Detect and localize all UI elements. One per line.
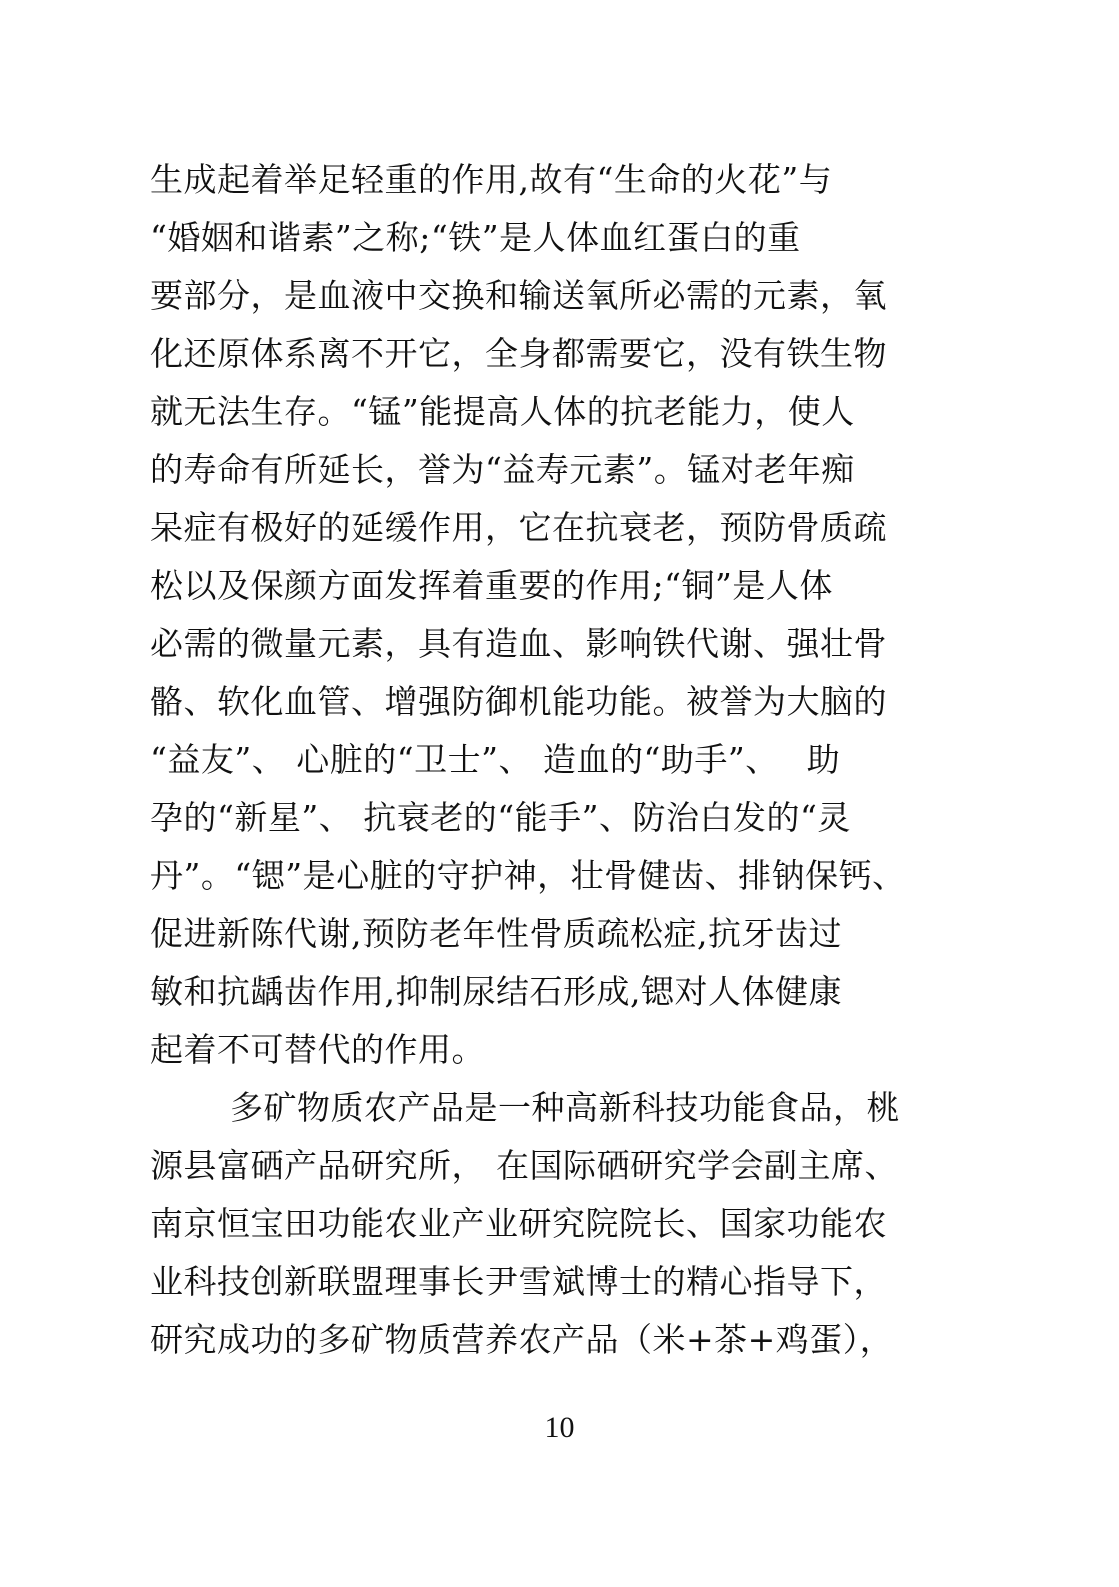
text-line: 起着不可替代的作用。 — [150, 1030, 485, 1069]
text-line: 必需的微量元素，具有造血、影响铁代谢、强壮骨 — [150, 624, 887, 663]
text-line: 要部分，是血液中交换和输送氧所必需的元素，氧 — [150, 276, 887, 315]
text-line: 的寿命有所延长，誉为“益寿元素”。锰对老年痴 — [150, 450, 855, 489]
text-line: 南京恒宝田功能农业产业研究院院长、国家功能农 — [150, 1204, 887, 1243]
text-line: 生成起着举足轻重的作用,故有“生命的火花”与 — [150, 160, 833, 199]
text-line: 研究成功的多矿物质营养农产品（米+茶+鸡蛋）， — [150, 1320, 894, 1359]
text-line: 敏和抗龋齿作用,抑制尿结石形成,锶对人体健康 — [150, 972, 842, 1011]
text-line: 就无法生存。“锰”能提高人体的抗老能力，使人 — [150, 392, 855, 431]
text-line: 促进新陈代谢,预防老年性骨质疏松症,抗牙齿过 — [150, 914, 842, 953]
body-text — [150, 151, 960, 1369]
text-line: 松以及保颜方面发挥着重要的作用;“铜”是人体 — [150, 566, 833, 605]
text-line: 业科技创新联盟理事长尹雪斌博士的精心指导下， — [150, 1262, 887, 1301]
page-number: 10 — [544, 1411, 575, 1444]
text-line: “婚姻和谐素”之称;“铁”是人体血红蛋白的重 — [150, 218, 801, 257]
text-line: 丹”。“锶”是心脏的守护神，壮骨健齿、排钠保钙、 — [150, 856, 906, 895]
text-line: 孕的“新星”、 抗衰老的“能手”、防治白发的“灵 — [150, 798, 851, 837]
text-line: 呆症有极好的延缓作用，它在抗衰老，预防骨质疏 — [150, 508, 887, 547]
text-line: 化还原体系离不开它，全身都需要它，没有铁生物 — [150, 334, 887, 373]
text-line: “益友”、 心脏的“卫士”、 造血的“助手”、 助 — [150, 740, 841, 779]
text-line: 骼、软化血管、增强防御机能功能。被誉为大脑的 — [150, 682, 887, 721]
text-line: 源县富硒产品研究所， 在国际硒研究学会副主席、 — [150, 1146, 898, 1185]
paragraph-first-line: 多矿物质农产品是一种高新科技功能食品，桃 — [230, 1088, 900, 1127]
